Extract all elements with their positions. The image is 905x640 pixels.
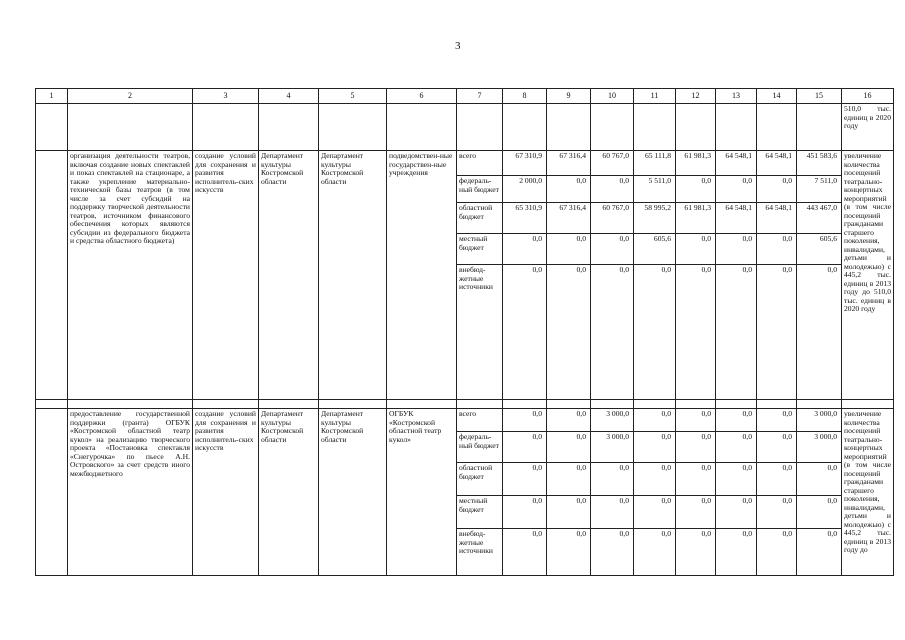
value-cell: 3 000,0	[591, 409, 634, 432]
value-cell: 0,0	[757, 265, 797, 400]
spacer-row	[36, 400, 894, 409]
value-cell: 0,0	[591, 234, 634, 265]
value-cell: 67 316,4	[547, 203, 591, 234]
value-cell: 0,0	[716, 409, 757, 432]
value-cell: 0,0	[591, 176, 634, 203]
expected-result-cell: увеличение количества посещений театрально-концертных мероприятий (в том числе посещений гражданами старшего поколения, инвалидами, детьми и молодежью) с 445,2 тыс. единиц в 2013 году до	[842, 409, 894, 576]
value-cell: 64 548,1	[716, 151, 757, 176]
value-cell: 0,0	[503, 496, 547, 529]
executor-cell: подведомствен-ные государствен-ные учреждения	[387, 151, 457, 400]
expected-result-cell: 510,0 тыс. единиц в 2020 году	[842, 104, 894, 151]
value-cell: 65 310,9	[503, 203, 547, 234]
funding-source-cell: местный бюджет	[457, 234, 503, 265]
value-cell: 0,0	[676, 265, 716, 400]
value-cell: 0,0	[503, 265, 547, 400]
row-number-cell	[36, 409, 68, 576]
value-cell: 0,0	[716, 265, 757, 400]
column-number: 14	[757, 89, 797, 104]
value-cell: 0,0	[757, 463, 797, 496]
total-cell: 0,0	[797, 463, 842, 496]
column-number: 9	[547, 89, 591, 104]
value-cell: 0,0	[591, 463, 634, 496]
value-cell: 0,0	[547, 409, 591, 432]
value-cell: 67 310,9	[503, 151, 547, 176]
total-cell: 3 000,0	[797, 432, 842, 463]
executor-cell: ОГБУК «Костромской областной театр кукол»	[387, 409, 457, 576]
value-cell: 5 511,0	[634, 176, 676, 203]
funding-source-cell: областной бюджет	[457, 463, 503, 496]
continuation-row	[36, 104, 894, 151]
value-cell: 60 767,0	[591, 203, 634, 234]
coordinator-cell: Департамент культуры Костромской области	[319, 151, 387, 400]
value-cell: 0,0	[634, 409, 676, 432]
value-cell: 0,0	[757, 529, 797, 576]
value-cell: 0,0	[676, 529, 716, 576]
value-cell: 605,6	[634, 234, 676, 265]
column-number: 11	[634, 89, 676, 104]
expected-result-cell: увеличение количества посещений театрально-концертных мероприятий (в том числе посещений гражданами старшего поколения, инвалидами, детьми и молодежью) с 445,2 тыс. единиц в 2013 году до 510,0 тыс. единиц в 2020 году	[842, 151, 894, 400]
value-cell: 0,0	[503, 409, 547, 432]
total-cell: 0,0	[797, 529, 842, 576]
column-number: 2	[68, 89, 193, 104]
total-cell: 451 583,6	[797, 151, 842, 176]
value-cell: 0,0	[716, 234, 757, 265]
event-name-cell: предоставление государственной поддержки (гранта) ОГБУК «Костромской областной театр кукол» на реализацию творческого проекта «Постановка спектакля «Снегурочка» по пьесе А.Н. Островского» за счет средств иного межбюджетного	[68, 409, 193, 576]
value-cell: 0,0	[547, 529, 591, 576]
table-row	[36, 409, 894, 432]
column-number: 8	[503, 89, 547, 104]
value-cell: 0,0	[716, 529, 757, 576]
column-number: 13	[716, 89, 757, 104]
value-cell: 60 767,0	[591, 151, 634, 176]
value-cell: 0,0	[503, 529, 547, 576]
value-cell: 64 548,1	[757, 151, 797, 176]
value-cell: 61 981,3	[676, 151, 716, 176]
value-cell: 0,0	[591, 265, 634, 400]
coordinator-cell: Департамент культуры Костромской области	[319, 409, 387, 576]
value-cell: 0,0	[547, 463, 591, 496]
customer-cell: Департамент культуры Костромской области	[259, 151, 319, 400]
value-cell: 0,0	[547, 265, 591, 400]
value-cell: 0,0	[634, 265, 676, 400]
value-cell: 0,0	[503, 432, 547, 463]
customer-cell: Департамент культуры Костромской области	[259, 409, 319, 576]
funding-source-cell: областной бюджет	[457, 203, 503, 234]
funding-source-cell: местный бюджет	[457, 496, 503, 529]
funding-source-cell: федераль-ный бюджет	[457, 176, 503, 203]
table-row	[36, 151, 894, 176]
value-cell: 0,0	[676, 176, 716, 203]
total-cell: 0,0	[797, 265, 842, 400]
value-cell: 0,0	[676, 432, 716, 463]
column-number: 7	[457, 89, 503, 104]
funding-source-cell: внебюд-жетные источники	[457, 265, 503, 400]
value-cell: 0,0	[547, 176, 591, 203]
goal-cell: создание условий для сохранения и развития исполнитель-ских искусств	[193, 409, 259, 576]
value-cell: 58 995,2	[634, 203, 676, 234]
column-number: 12	[676, 89, 716, 104]
value-cell: 0,0	[676, 234, 716, 265]
value-cell: 0,0	[757, 176, 797, 203]
value-cell: 0,0	[716, 463, 757, 496]
column-number: 1	[36, 89, 68, 104]
value-cell: 0,0	[716, 432, 757, 463]
value-cell: 0,0	[676, 496, 716, 529]
goal-cell: создание условий для сохранения и развития исполнитель-ских искусств	[193, 151, 259, 400]
total-cell: 0,0	[797, 496, 842, 529]
funding-source-cell: всего	[457, 151, 503, 176]
value-cell: 61 981,3	[676, 203, 716, 234]
total-cell: 3 000,0	[797, 409, 842, 432]
funding-source-cell: всего	[457, 409, 503, 432]
value-cell: 0,0	[676, 409, 716, 432]
value-cell: 0,0	[634, 463, 676, 496]
value-cell: 0,0	[547, 496, 591, 529]
funding-source-cell: внебюд-жетные источники	[457, 529, 503, 576]
value-cell: 0,0	[757, 409, 797, 432]
value-cell: 0,0	[591, 496, 634, 529]
activity-block-puppet-theatre	[36, 409, 894, 576]
total-cell: 443 467,0	[797, 203, 842, 234]
row-number-cell	[36, 151, 68, 400]
value-cell: 3 000,0	[591, 432, 634, 463]
column-number: 10	[591, 89, 634, 104]
page-number: 3	[455, 40, 461, 52]
value-cell: 64 548,1	[716, 203, 757, 234]
value-cell: 0,0	[757, 234, 797, 265]
value-cell: 0,0	[757, 496, 797, 529]
value-cell: 0,0	[503, 463, 547, 496]
value-cell: 0,0	[716, 496, 757, 529]
value-cell: 0,0	[716, 176, 757, 203]
column-number: 5	[319, 89, 387, 104]
value-cell: 0,0	[547, 234, 591, 265]
column-number: 4	[259, 89, 319, 104]
value-cell: 0,0	[503, 234, 547, 265]
value-cell: 0,0	[757, 432, 797, 463]
value-cell: 67 316,4	[547, 151, 591, 176]
column-number: 6	[387, 89, 457, 104]
value-cell: 2 000,0	[503, 176, 547, 203]
column-number: 3	[193, 89, 259, 104]
column-number: 16	[842, 89, 894, 104]
program-activities-table	[35, 88, 894, 576]
value-cell: 0,0	[634, 529, 676, 576]
value-cell: 65 111,8	[634, 151, 676, 176]
column-number: 15	[797, 89, 842, 104]
total-cell: 605,6	[797, 234, 842, 265]
column-number-header-row	[36, 89, 894, 104]
total-cell: 7 511,0	[797, 176, 842, 203]
funding-source-cell: федераль-ный бюджет	[457, 432, 503, 463]
value-cell: 0,0	[591, 529, 634, 576]
event-name-cell: организация деятельности театров, включая создание новых спектаклей и показ спектаклей на стационаре, а также укрепление материально-технической базы театров (в том числе за счет субсидий на поддержку творческой деятельности театров, источником финансового обеспечения которых являются субсидии из федерального бюджета и средства областного бюджета)	[68, 151, 193, 400]
value-cell: 0,0	[634, 432, 676, 463]
value-cell: 64 548,1	[757, 203, 797, 234]
activity-block-theatres	[36, 151, 894, 400]
value-cell: 0,0	[547, 432, 591, 463]
value-cell: 0,0	[676, 463, 716, 496]
value-cell: 0,0	[634, 496, 676, 529]
